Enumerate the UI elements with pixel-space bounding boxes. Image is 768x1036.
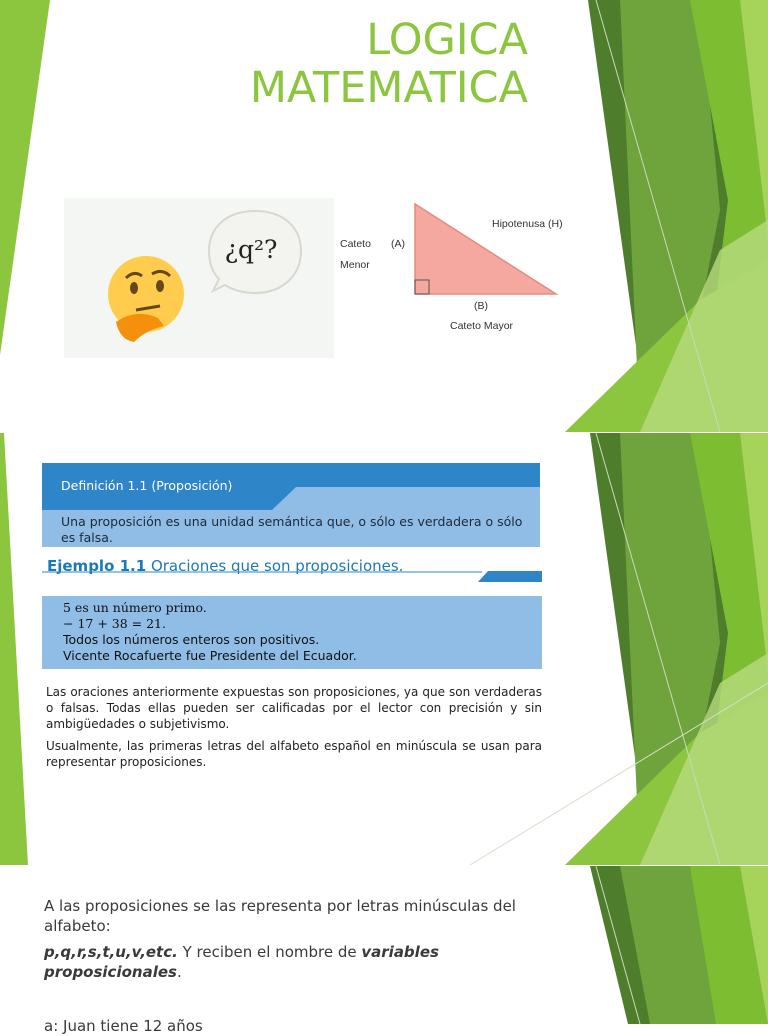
right-triangle-diagram xyxy=(0,0,768,432)
cateto-menor-label: Cateto xyxy=(340,238,371,250)
examples-list xyxy=(63,600,357,664)
slide-2 xyxy=(0,433,768,865)
definition-body: Una proposición es una unidad semántica que, o sólo es verdadera o sólo es falsa. xyxy=(61,514,523,545)
example-underline xyxy=(42,570,542,582)
example-item: Todos los números enteros son positivos. xyxy=(63,632,320,647)
label-a: (A) xyxy=(391,238,405,250)
example-item: − 17 + 38 = 21. xyxy=(63,616,166,631)
bubble-text: ¿q²? xyxy=(224,235,278,264)
example-text: a: Juan tiene 12 años xyxy=(44,1017,203,1035)
cateto-mayor-label: Cateto Mayor xyxy=(450,320,514,332)
cateto-menor-label-2: Menor xyxy=(340,259,370,271)
hypotenuse-label: Hipotenusa (H) xyxy=(492,218,563,230)
label-b: (B) xyxy=(474,300,488,312)
paragraph-2: Usualmente, las primeras letras del alfabeto español en minúscula se usan para representar proposiciones. xyxy=(46,739,542,769)
slide-1 xyxy=(0,0,768,432)
example-item: Vicente Rocafuerte fue Presidente del Ecuador. xyxy=(63,648,357,663)
variables-text: p,q,r,s,t,u,v,etc. Y reciben el nombre de variables proposicionales. xyxy=(44,943,439,981)
example-heading: Ejemplo 1.1 Oraciones que son proposiciones. xyxy=(47,557,404,575)
definition-title: Definición 1.1 (Proposición) xyxy=(61,478,233,493)
paragraph-1: Las oraciones anteriormente expuestas son proposiciones, ya que son verdaderas o falsas. Todas ellas pueden ser calificadas por el lector con precisión y sin ambigüedades o subjetivismo. xyxy=(46,685,542,731)
example-item: 5 es un número primo. xyxy=(63,600,207,615)
page-title: LOGICA MATEMATICA xyxy=(249,15,528,113)
slide-3 xyxy=(0,866,768,1035)
representation-text: A las proposiciones se las representa por letras minúsculas del alfabeto: xyxy=(44,897,516,935)
